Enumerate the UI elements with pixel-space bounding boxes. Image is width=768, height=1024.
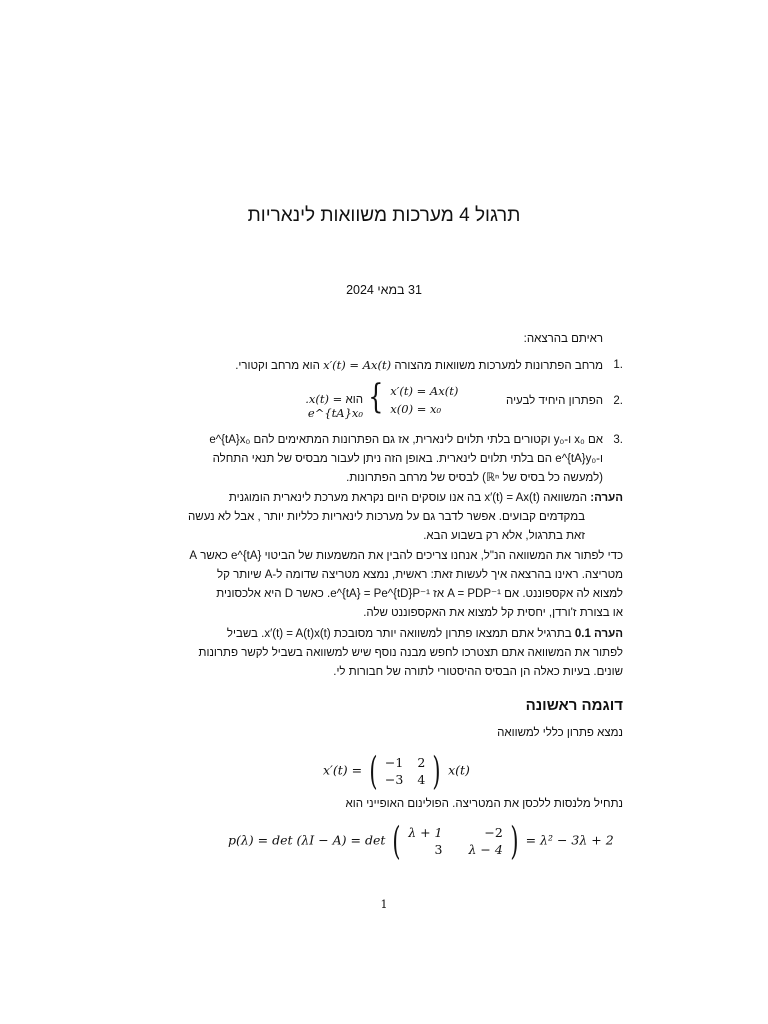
remark-label: הערה 0.1	[574, 628, 623, 640]
item-line: ו-e^{tA}y₀ הם בלתי תלוים לינארית. באופן הזה ניתן לעבור מבסיס של תנאי התחלה	[212, 453, 603, 465]
remark-line: בתרגיל אתם תמצאו פתרון למשוואה יותר מסובכת x′(t) = A(t)x(t). בשביל	[226, 628, 572, 640]
section-heading: דוגמה ראשונה	[525, 697, 623, 714]
paragraph	[163, 547, 623, 623]
item-number: .2	[613, 395, 623, 407]
ivp-system	[365, 377, 459, 418]
item-text: מרחב הפתרונות למערכות משוואות מהצורה	[394, 360, 603, 372]
system-eq: x(0) = x₀	[390, 402, 442, 416]
matrix-entry: 4	[417, 772, 426, 787]
ivp-solution	[268, 392, 363, 420]
eq-lhs: x′(t) =	[323, 762, 363, 778]
matrix-entry: −2	[484, 825, 503, 840]
matrix-entry: λ − 4	[468, 842, 503, 857]
eq-rhs: = λ² − 3λ + 2	[525, 832, 614, 848]
paragraph-line: למצוא לה אקספוננט. אם A = PDP⁻¹ אז e^{tA} = Pe^{tD}P⁻¹. כאשר D היא אלכסונית	[216, 588, 623, 600]
remark-0-1	[163, 625, 623, 682]
matrix-entry: 3	[434, 842, 443, 857]
left-paren: (	[369, 749, 378, 793]
remark-line: זאת בתרגול, אלא רק בשבוע הבא.	[423, 530, 585, 542]
paragraph-line: כדי לפתור את המשוואה הנ"ל, אנחנו צריכים להבין את המשמעות של הביטוי e^{tA} כאשר A	[189, 550, 623, 562]
left-paren: (	[392, 819, 401, 863]
matrix-entry: −1	[384, 755, 404, 770]
remark-line: לפתור את המשוואה אתם תצטרכו לחפש מבנה נוסף שיש למשוואה בשביל לקשר פתרונות	[198, 647, 623, 659]
matrix-entry: 2	[417, 755, 426, 770]
item-text: הוא	[345, 394, 363, 406]
right-paren: )	[432, 749, 441, 793]
paragraph-line: מטריצה. ראינו בהרצאה איך לעשות זאת: ראשית, נמצא מטריצה שדומה ל-A שיותר קל	[217, 569, 623, 581]
list-item	[163, 431, 623, 488]
matrix	[408, 825, 503, 857]
eq-lhs: p(λ) = det (λI − A) = det	[228, 832, 386, 848]
remark-line: שונים. בעיות כאלה הן הבסיס ההיסטורי לתורה של חבורות לי.	[333, 666, 623, 678]
paragraph: נמצא פתרון כללי למשוואה	[497, 727, 623, 739]
system-eq: x′(t) = Ax(t)	[390, 384, 459, 398]
item-text: הוא מרחב וקטורי.	[235, 360, 320, 372]
equation-1	[323, 749, 470, 793]
page-title: תרגול 4 מערכות משוואות לינאריות	[247, 205, 521, 226]
item-math: .x(t) = e^{tA}x₀	[305, 392, 363, 420]
item-line: (למעשה כל בסיס של ℝⁿ) לבסיס של מרחב הפתרונות.	[346, 472, 603, 484]
matrix-entry: λ + 1	[408, 825, 443, 840]
equation-2	[228, 819, 614, 863]
item-number: .1	[613, 359, 623, 371]
date: 31 במאי 2024	[346, 283, 422, 297]
item-number: .3	[613, 434, 623, 446]
list-item	[163, 356, 623, 376]
right-paren: )	[510, 819, 519, 863]
page-number: 1	[380, 898, 388, 911]
item-math: x′(t) = Ax(t)	[323, 358, 392, 372]
eq-rhs: x(t)	[448, 762, 470, 778]
brace: {	[368, 377, 384, 417]
matrix-entry: −3	[384, 772, 404, 787]
item-line: אם x₀ ו-y₀ וקטורים בלתי תלוים לינארית, אז גם הפתרונות המתאימים להם e^{tA}x₀	[209, 434, 603, 446]
remark-line: המשוואה x′(t) = Ax(t) בה אנו עוסקים היום נקראת מערכת לינארית הומוגנית	[228, 492, 588, 504]
matrix	[385, 755, 425, 787]
remark-line: במקדמים קבועים. אפשר לדבר גם על מערכות לינאריות כלליות יותר , אבל לא נעשה	[188, 511, 585, 523]
paragraph-line: או בצורת ז'ורדן, יחסית קל למצוא את האקספוננט שלה.	[363, 607, 623, 619]
remark	[163, 489, 623, 546]
remark-label: הערה:	[590, 492, 623, 504]
intro: ראיתם בהרצאה:	[523, 333, 603, 345]
item-text: הפתרון היחיד לבעיה	[506, 395, 603, 407]
paragraph: נתחיל מלנסות ללכסן את המטריצה. הפולינום האופייני הוא	[345, 798, 623, 810]
